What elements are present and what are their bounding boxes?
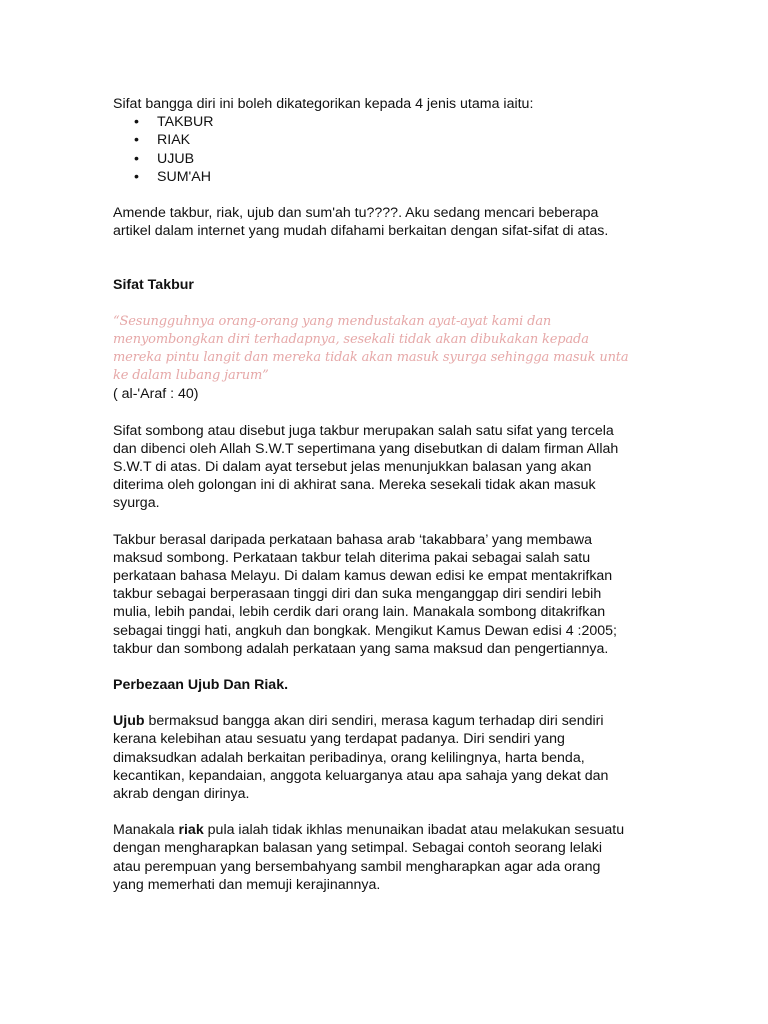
riak-term: riak (178, 822, 204, 839)
takbur-paragraph-1: Sifat sombong atau disebut juga takbur merupakan salah satu sifat yang tercela dan dibenci oleh Allah S.W.T sepertimana yang disebutkan di dalam firman Allah S.W.T di atas. Di dalam ayat tersebut jelas menunjukkan balasan yang akan diterima oleh golongan ini di akhirat sana. Mereka sesekali tidak akan masuk syurga. (113, 422, 619, 512)
list-item: • TAKBUR (134, 114, 214, 131)
takbur-paragraph-2: Takbur berasal daripada perkataan bahasa arab ‘takabbara’ yang membawa maksud sombong. Perkataan takbur telah diterima pakai sebagai salah satu perkataan bahasa Melayu. Di dalam kamus dewan edisi ke empat mentakrifkan takbur sebagai berperasaan tinggi diri dan suka menganggap diri sendiri lebih mulia, lebih pandai, lebih cerdik dari orang lain. Manakala sombong ditakrifkan sebagai tinggi hati, angkuh dan bongkak. Mengikut Kamus Dewan edisi 4 :2005; takbur dan sombong adalah perkataan yang sama maksud dan pengertiannya. (113, 531, 617, 657)
ujub-paragraph (113, 712, 633, 803)
bullet-icon: • (134, 168, 139, 185)
intro-text: Sifat bangga diri ini boleh dikategorikan kepada 4 jenis utama iaitu: (113, 96, 534, 112)
ujub-term: Ujub (113, 713, 145, 730)
list-item: • RIAK (134, 132, 191, 149)
bullet-icon: • (134, 150, 139, 167)
riak-prefix: Manakala (113, 822, 179, 839)
question-paragraph: Amende takbur, riak, ujub dan sum'ah tu????. Aku sedang mencari beberapa artikel dalam internet yang mudah difahami berkaitan dengan sifat-sifat di atas. (113, 204, 609, 240)
document-body (113, 95, 633, 894)
section-heading-ujub-riak: Perbezaan Ujub Dan Riak. (113, 677, 289, 694)
bullet-icon: • (134, 114, 139, 131)
ujub-definition: bermaksud bangga akan diri sendiri, merasa kagum terhadap diri sendiri kerana kelebihan atau sesuatu yang terdapat padanya. Diri sendiri yang dimaksudkan adalah berkaitan peribadinya, orang kelilingnya, harta benda, kecantikan, kepandaian, anggota keluarganya atau apa sahaja yang dekat dan akrab dengan dirinya. (113, 713, 609, 803)
quran-quote: “Sesungguhnya orang-orang yang mendustakan ayat-ayat kami dan menyombongkan diri terhadapnya, sesekali tidak akan dibukakan kepada mereka pintu langit dan mereka tidak akan masuk syurga sehingga masuk unta ke dalam lubang jarum” (113, 313, 629, 384)
riak-definition: pula ialah tidak ikhlas menunaikan ibadat atau melakukan sesuatu dengan mengharapkan balasan yang setimpal. Sebagai contoh seorang lelaki atau perempuan yang bersembahyang sambil mengharapkan agar ada orang yang memerhati dan memuji kerajinannya. (113, 822, 625, 893)
bullet-icon: • (134, 132, 139, 149)
section-heading-takbur: Sifat Takbur (113, 277, 194, 294)
quote-reference: ( al-'Araf : 40) (113, 386, 199, 403)
riak-paragraph (113, 821, 633, 894)
list-item: • SUM'AH (134, 168, 211, 185)
list-item: • UJUB (134, 150, 195, 167)
types-list (113, 113, 633, 186)
